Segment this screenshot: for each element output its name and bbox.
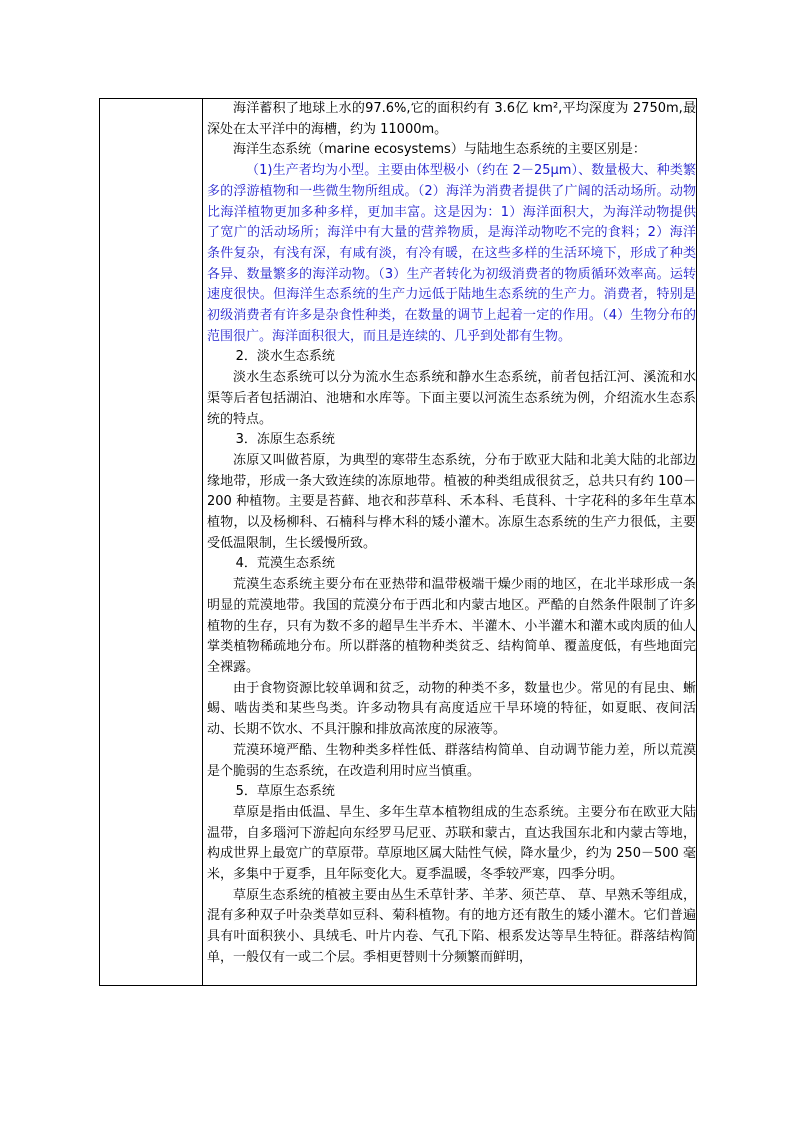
paragraph-tundra: 冻原又叫做苔原，为典型的寒带生态系统，分布于欧亚大陆和北美大陆的北部边缘地带，形成一条大致连续的冻原地带。植被的种类组成很贫乏，总共只有约 100－200 种植物。主要是苔藓、地衣和莎草科、禾本科、毛茛科、十字花科的多年生草本植物，以及杨柳科、石楠科与桦木科的矮小灌木。冻原生态系统的生产力很低，主要受低温限制，生长缓慢所致。 xyxy=(207,452,696,551)
paragraph-desert-plants: 荒漠生态系统主要分布在亚热带和温带极端干燥少雨的地区，在北半球形成一条明显的荒漠地带。我国的荒漠分布于西北和内蒙古地区。严酷的自然条件限制了许多植物的生存，只有为数不多的超旱生半乔木、半灌木、小半灌木和灌木或肉质的仙人掌类植物稀疏地分布。所以群落的植物种类贫乏、结构简单、覆盖度低，有些地面完全裸露。 xyxy=(207,577,696,675)
heading-freshwater: 2．淡水生态系统 xyxy=(235,349,335,365)
paragraph-grassland-distribution: 草原是指由低温、旱生、多年生草本植物组成的生态系统。主要分布在欧亚大陆温带，自多瑙河下游起向东经罗马尼亚、苏联和蒙古，直达我国东北和内蒙古等地，构成世界上最宽广的草原带。草原地区属大陆性气候，降水量少，约为 250－500 毫米，多集中于夏季，且年际变化大。夏季温暖，冬季较严寒，四季分明。 xyxy=(207,804,696,883)
heading-desert: 4．荒漠生态系统 xyxy=(235,556,335,572)
paragraph-freshwater: 淡水生态系统可以分为流水生态系统和静水生态系统，前者包括江河、溪流和水渠等后者包括湖泊、池塘和水库等。下面主要以河流生态系统为例，介绍流水生态系统的特点。 xyxy=(207,370,696,427)
paragraph-ocean-intro: 海洋蓄积了地球上水的97.6%,它的面积约有 3.6亿 km²,平均深度为 2750m,最深处在太平洋中的海槽，约为 11000m。 xyxy=(207,101,696,137)
content-cell xyxy=(207,99,696,969)
paragraph-grassland-vegetation: 草原生态系统的植被主要由丛生禾草针茅、羊茅、须芒草、 草、早熟禾等组成，混有多种双子叶杂类草如豆科、菊科植物。有的地方还有散生的矮小灌木。它们普遍具有叶面积狭小、具绒毛、叶片内卷、气孔下陷、根系发达等旱生特征。群落结构简单，一般仅有一或二个层。季相更替则十分频繁而鲜明， xyxy=(207,887,696,965)
paragraph-desert-animals: 由于食物资源比较单调和贫乏，动物的种类不多，数量也少。常见的有昆虫、蜥蜴、啮齿类和某些鸟类。许多动物具有高度适应干旱环境的特征，如夏眠、夜间活动、长期不饮水、不具汗腺和排放高浓度的尿液等。 xyxy=(207,680,696,738)
paragraph-ocean-differences: （1)生产者均为小型。主要由体型极小（约在 2－25μm）、数量极大、种类繁多的浮游植物和一些微生物所组成。（2）海洋为消费者提供了广阔的活动场所。动物比海洋植物更加多种多样，更加丰富。这是因为：1）海洋面积大，为海洋动物提供了宽广的活动场所；海洋中有大量的营养物质，是海洋动物吃不完的食料；2）海洋条件复杂，有浅有深，有咸有淡，有冷有暖，在这些多样的生活环境下，形成了种类各异、数量繁多的海洋动物。（3）生产者转化为初级消费者的物质循环效率高。运转速度很快。但海洋生态系统的生产力远低于陆地生态系统的生产力。消费者，特别是初级消费者有许多是杂食性种类，在数量的调节上起着一定的作用。（4）生物分布的范围很广。海洋面积很大，而且是连续的、几乎到处都有生物。 xyxy=(207,163,696,344)
paragraph-desert-fragile: 荒漠环境严酷、生物种类多样性低、群落结构简单、自动调节能力差，所以荒漠是个脆弱的生态系统，在改造利用时应当慎重。 xyxy=(207,742,696,779)
paragraph-ocean-diff-intro: 海洋生态系统（marine ecosystems）与陆地生态系统的主要区别是： xyxy=(233,142,646,158)
heading-tundra: 3．冻原生态系统 xyxy=(235,432,335,448)
column-divider xyxy=(202,99,203,985)
content-table xyxy=(99,98,697,986)
heading-grassland: 5．草原生态系统 xyxy=(235,784,335,800)
